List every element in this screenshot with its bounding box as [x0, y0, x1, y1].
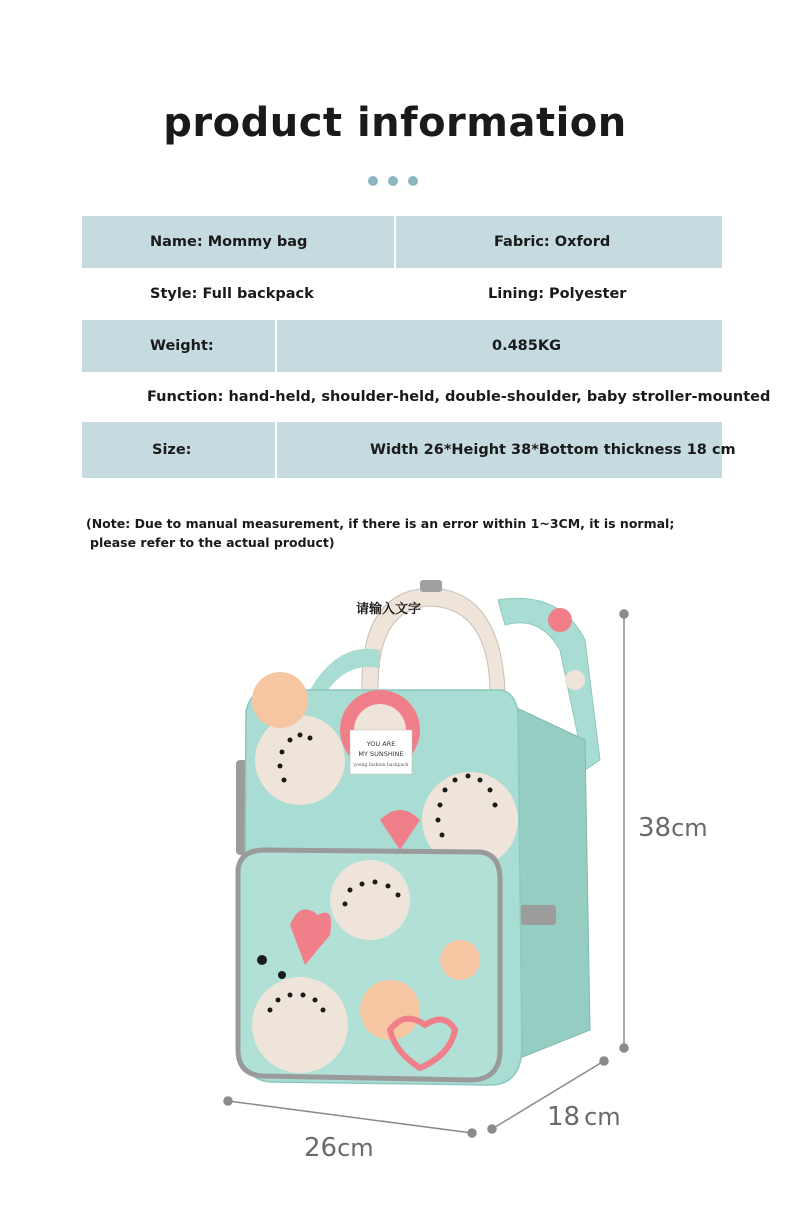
backpack-illustration	[0, 570, 790, 1170]
dot-icon	[408, 176, 418, 186]
dot-icon	[368, 176, 378, 186]
bag-label-line-2: MY SUNSHINE	[358, 750, 404, 758]
table-row-name-fabric	[82, 216, 722, 268]
depth-number: 18	[547, 1102, 581, 1132]
decorative-dots	[368, 176, 418, 186]
lining-cell: Lining: Polyester	[488, 286, 627, 302]
function-cell: Function: hand-held, shoulder-held, double-shoulder, baby stroller-mounted	[147, 389, 771, 405]
note-line-2: please refer to the actual product)	[90, 535, 335, 550]
width-dimension-label	[304, 1133, 374, 1163]
note-line-1: (Note: Due to manual measurement, if there is an error within 1~3CM, it is normal;	[86, 516, 675, 531]
measurement-note	[86, 514, 674, 552]
height-unit: cm	[671, 814, 708, 842]
cell-divider	[394, 216, 396, 268]
table-row-size	[82, 422, 736, 478]
weight-value: 0.485KG	[492, 338, 562, 354]
height-dimension-label	[638, 813, 708, 843]
cell-divider	[275, 422, 277, 478]
width-unit: cm	[337, 1134, 374, 1162]
height-number: 38	[638, 813, 672, 843]
weight-label: Weight:	[150, 338, 214, 354]
depth-unit: cm	[584, 1103, 621, 1131]
style-cell: Style: Full backpack	[150, 286, 314, 302]
bag-label-line-3: young fashion backpack	[353, 763, 409, 768]
dot-icon	[388, 176, 398, 186]
fabric-cell: Fabric: Oxford	[494, 234, 611, 250]
overlay-placeholder-text: 请输入文字	[356, 602, 422, 617]
bag-label-line-1: YOU ARE	[366, 740, 396, 748]
size-label: Size:	[152, 442, 192, 458]
page-title: product information	[163, 100, 627, 146]
depth-dimension-label	[547, 1102, 621, 1132]
table-row-weight	[82, 320, 722, 372]
cell-divider	[275, 320, 277, 372]
size-value: Width 26*Height 38*Bottom thickness 18 cm	[370, 442, 736, 458]
table-row-style-lining	[82, 268, 722, 320]
name-cell: Name: Mommy bag	[150, 234, 308, 250]
width-number: 26	[304, 1133, 338, 1163]
table-row-function	[82, 372, 771, 422]
